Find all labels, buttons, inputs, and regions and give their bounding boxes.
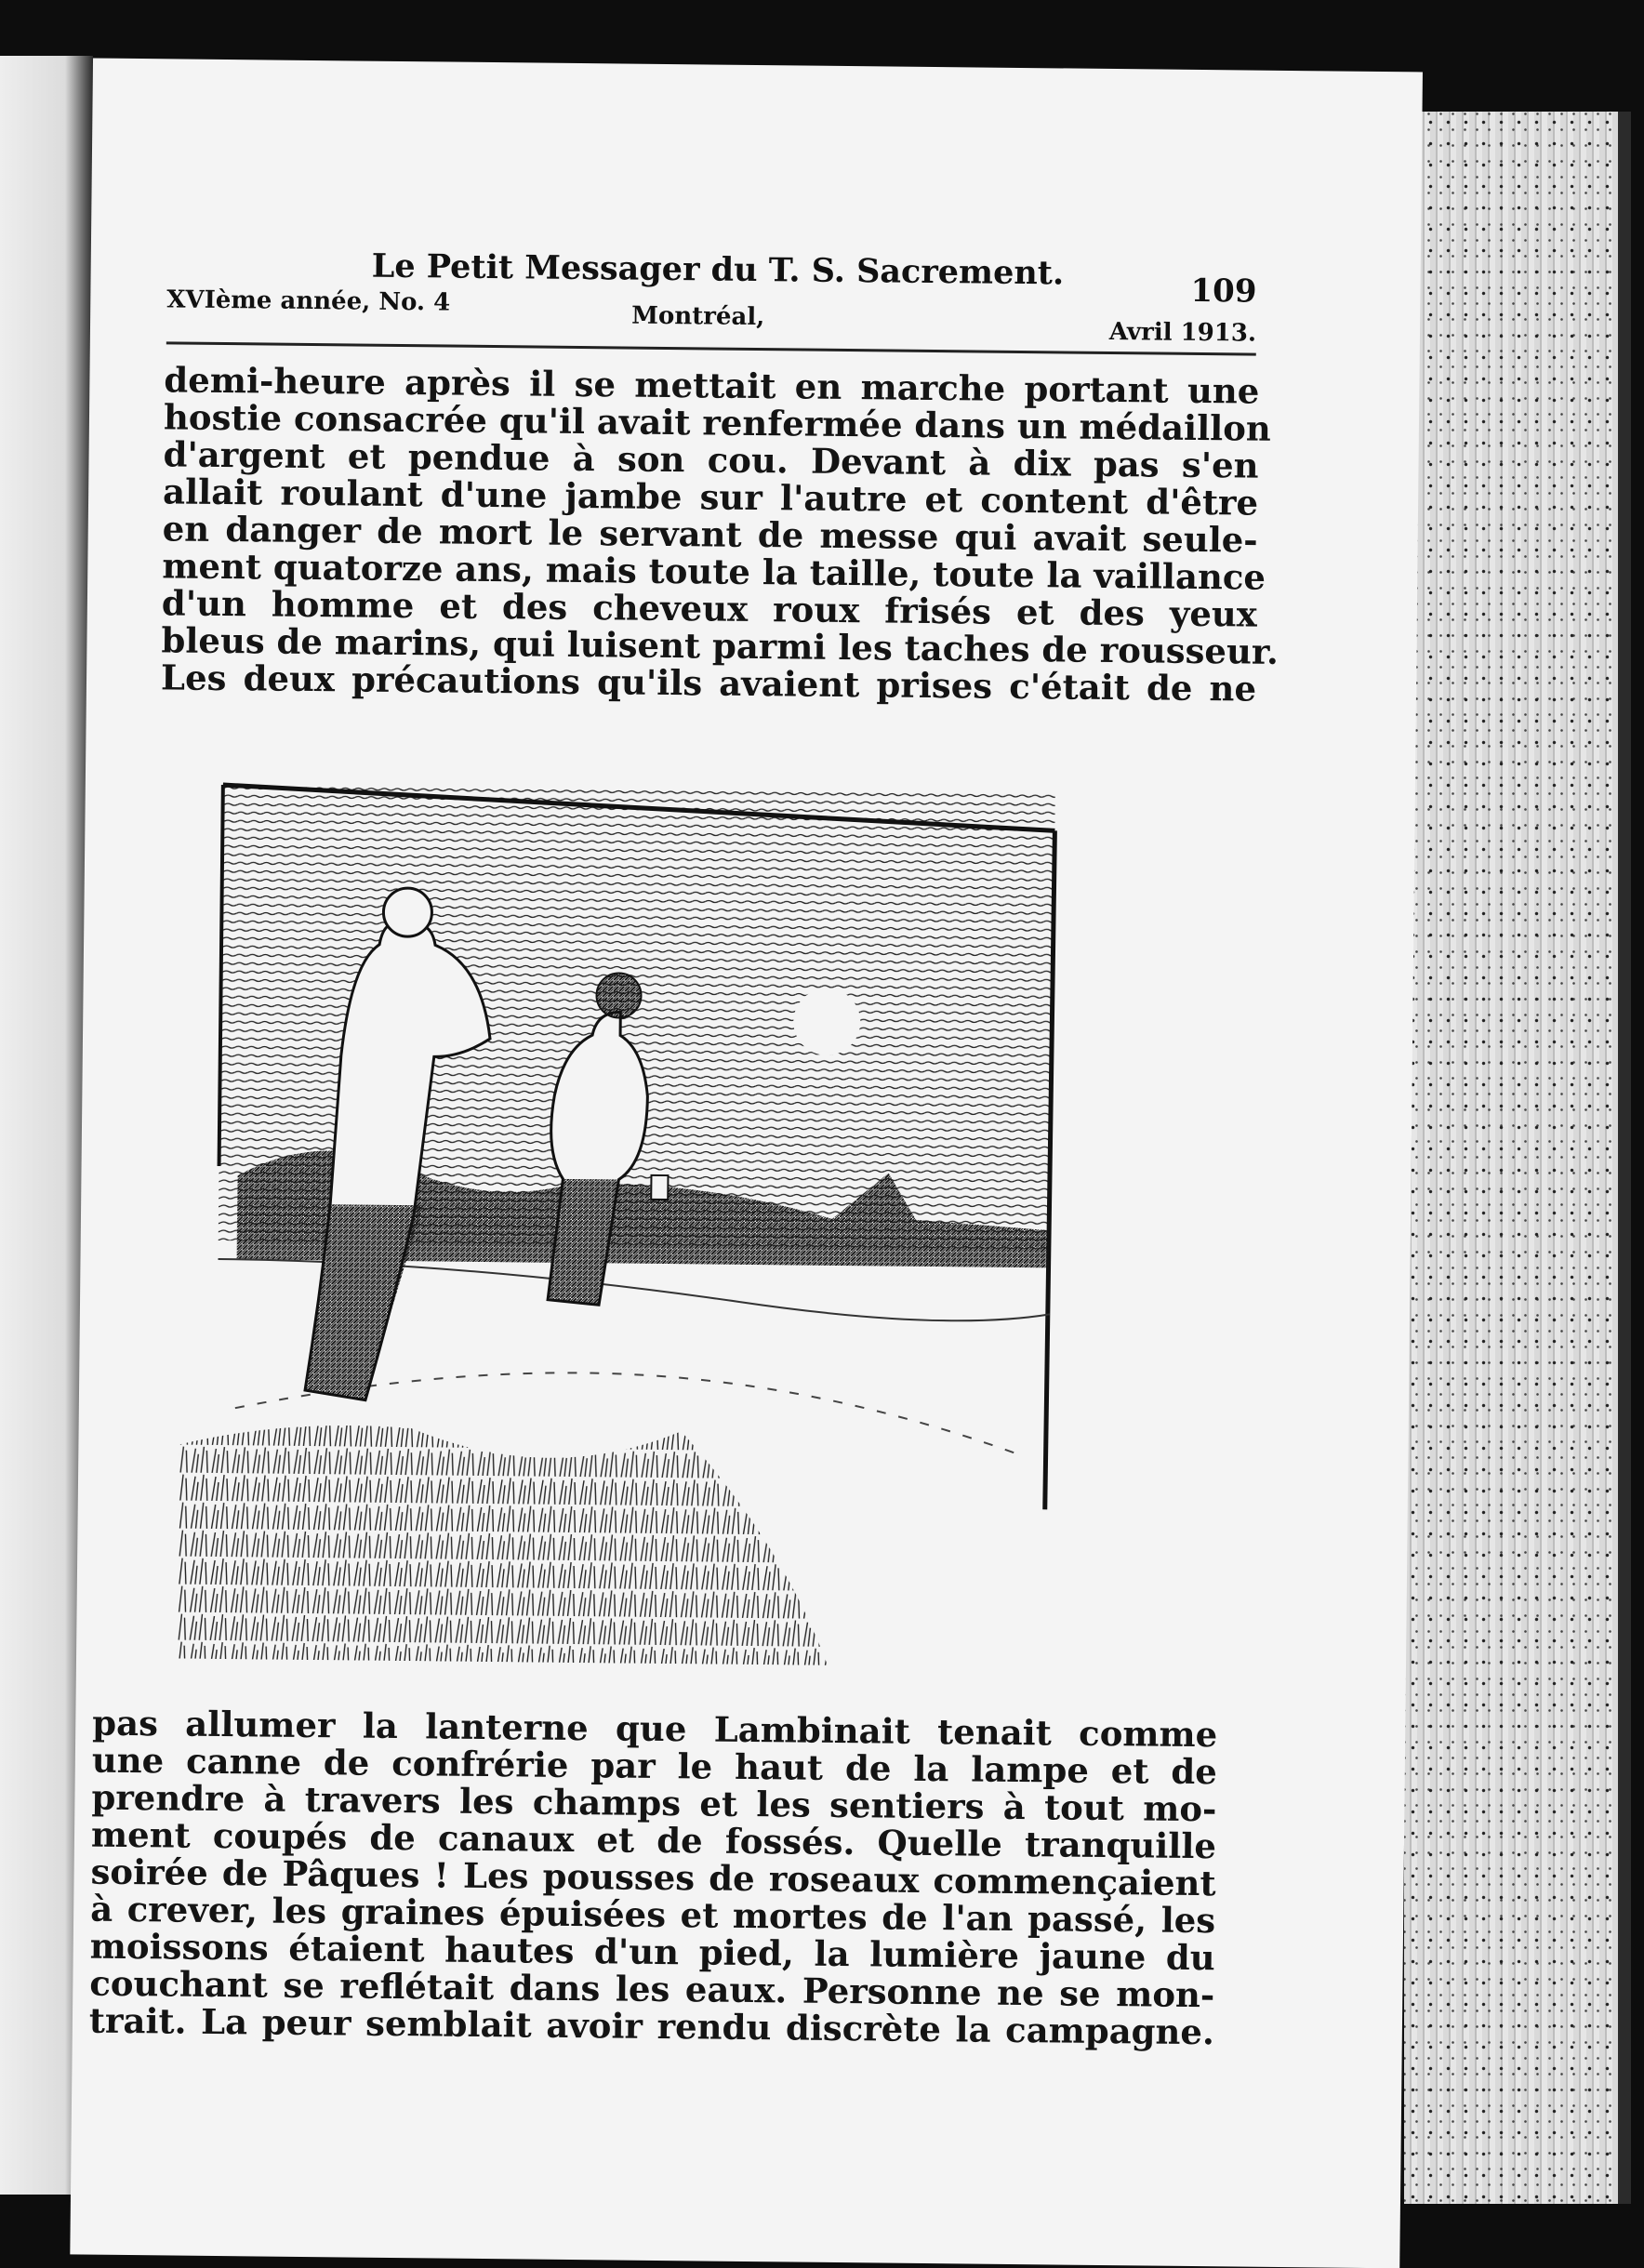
text-line: d'un homme et des cheveux roux frisés et des yeux — [161, 582, 1258, 635]
text-line: d'argent et pendue à son cou. Devant à dix pas s'en — [163, 433, 1259, 486]
text-line: Les deux précautions qu'ils avaient prises c'était de ne — [160, 657, 1257, 710]
book-page — [70, 59, 1423, 2268]
text-line: ment quatorze ans, mais toute la taille, toute la vaillance — [162, 545, 1266, 598]
text-line: ment coupés de canaux et de fossés. Quelle tranquille — [90, 1813, 1217, 1867]
date-label: Avril 1913. — [1108, 317, 1257, 348]
engraving-illustration — [177, 776, 1069, 1668]
text-line: une canne de confrérie par le haut de la lampe et de — [91, 1739, 1218, 1793]
issue-line: XVIème année, No. 4 — [166, 285, 451, 317]
text-line: soirée de Pâques ! Les pousses de roseaux commençaient — [90, 1850, 1216, 1904]
text-line: à crever, les graines épuisées et mortes de l'an passé, les — [89, 1888, 1216, 1942]
city-label: Montréal, — [631, 301, 765, 332]
text-line: pas allumer la lanterne que Lambinait tenait comme — [92, 1702, 1218, 1756]
text-line: bleus de marins, qui luisent parmi les taches de rousseur. — [161, 619, 1279, 672]
text-line: couchant se reflétait dans les eaux. Personne ne se mon- — [89, 1962, 1215, 2016]
book-page-edges — [1404, 112, 1631, 2204]
text-line: en danger de mort le servant de messe qui avait seule- — [162, 508, 1258, 561]
page-number: 109 — [1190, 272, 1257, 311]
paragraph-top — [160, 359, 1279, 710]
text-line: demi-heure après il se mettait en marche portant une — [164, 359, 1260, 412]
text-line: trait. La peur semblait avoir rendu discrète la campagne. — [88, 1999, 1215, 2053]
running-title: Le Petit Messager du T. S. Sacrement. — [371, 246, 1065, 293]
header-rule — [166, 341, 1256, 355]
text-line: moissons étaient hautes d'un pied, la lumière jaune du — [89, 1925, 1215, 1979]
text-line: allait roulant d'une jambe sur l'autre et content d'être — [162, 471, 1259, 524]
text-line: hostie consacrée qu'il avait renfermée dans un médaillon — [163, 396, 1272, 449]
paragraph-bottom — [89, 1704, 1218, 2051]
text-line: prendre à travers les champs et les sentiers à tout mo- — [91, 1776, 1217, 1830]
